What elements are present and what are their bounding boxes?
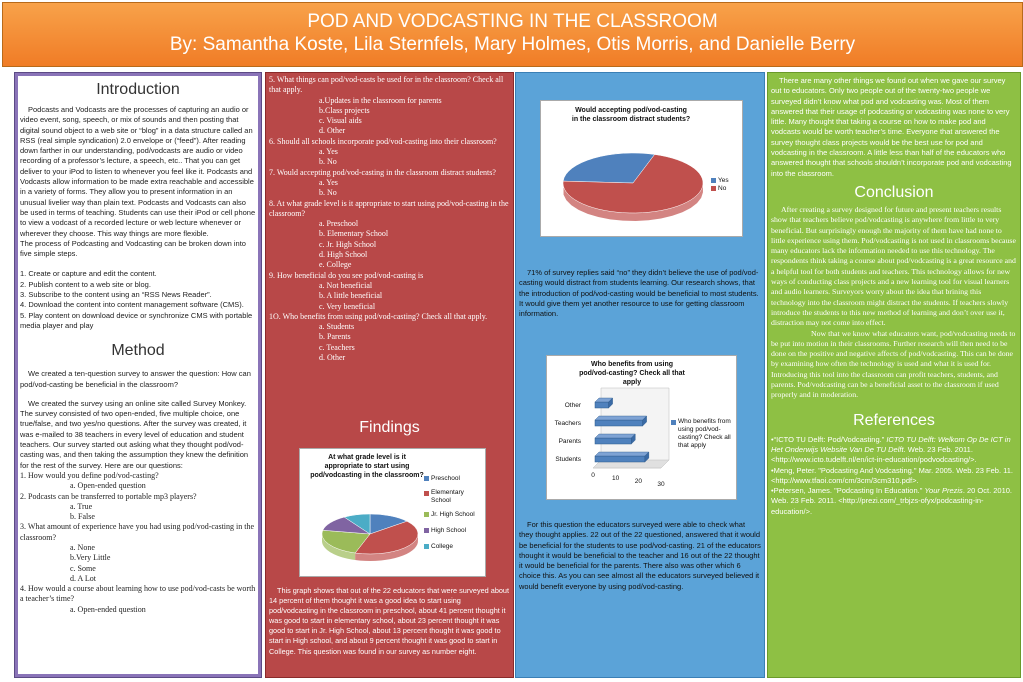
question-6: 6. Should all schools incorporate pod/vod-casting into their classroom?	[269, 136, 497, 146]
bar-other	[595, 402, 609, 408]
legend-item: High School	[424, 527, 484, 535]
answer-option: b.Class projects	[319, 105, 370, 115]
legend-item: Yes	[711, 177, 729, 185]
answer-option: c. Visual aids	[319, 116, 362, 126]
answer-option: a. True	[70, 501, 93, 511]
question-9: 9. How beneficial do you see pod/vod-casting is	[269, 270, 424, 280]
legend-item: No	[711, 185, 729, 193]
question-7: 7. Would accepting pod/vod-casting in the classroom distract students?	[269, 167, 496, 177]
answer-option: a. Open-ended question	[70, 604, 146, 614]
method-heading: Method	[111, 342, 165, 360]
answer-option: c. Some	[70, 563, 96, 573]
answer-option: e. College	[319, 260, 352, 270]
distract-chart-legend	[711, 177, 729, 193]
answer-option: b. No	[319, 188, 337, 198]
answer-option: d. Other	[319, 126, 346, 136]
intro-step: 1. Create or capture and edit the content.	[20, 269, 157, 279]
conclusion-paragraph-1: After creating a survey designed for future and present teachers results show that teachers believe pod/vodcasting is anywhere from little to very beneficial. But surprisingly enough the majority of them have had none to little experience using them. Pod/vodcasting is not used in classrooms because many educators lack the information needed to use this technology. The respondents think taking a course about pod/vodcasting is a great resource and a helpful tool for both students and teachers. This technology allows for new ways of conducting class projects and a new learning tool for visual learners and audio learners. Surveyors worry about the idea that brining this technology into the classroom might distract the students. If teachers slowly introduce the students to this new method of learning and don’t over use it, distraction may not come into effect.	[771, 204, 1016, 328]
answer-option: c. Teachers	[319, 342, 355, 352]
survey-questions-part2	[269, 75, 510, 363]
question-4: 4. How would a course about learning how to use pod/vod-casts be worth a teacher’s time?	[20, 584, 256, 604]
bar-top-teachers	[595, 416, 647, 420]
poster-authors: By: Samantha Koste, Lila Sternfels, Mary Holmes, Otis Morris, and Danielle Berry	[169, 34, 856, 55]
answer-option: c. Jr. High School	[319, 239, 377, 249]
legend-item: Elementary School	[424, 489, 484, 505]
answer-option: a.Updates in the classroom for parents	[319, 95, 442, 105]
question-8: 8. At what grade level is it appropriate to start using pod/vod-casting in the classroom?	[269, 198, 509, 218]
distract-findings-text: 71% of survey replies said “no” they didn’t believe the use of pod/vod-casting would distract from students learning. Our research shows, that the introduction of pod/vod-casting would be beneficial to most students. It would give them yet another resource to use for getting classroom information.	[519, 268, 759, 319]
benefits-findings-text: For this question the educators surveyed were able to check what they thought applies. 22 out of the 22 questioned, answered that it would be beneficial for the students to use pod/vod-casting. 21 of the educators thought it would be beneficial to the teacher and 16 out of the 22 thought it would be beneficial for the parents. There also was other which 6 choice this. As you can see almost all the educators surveyed believed it would benefit everyone by using pod/vod-casting.	[519, 520, 761, 591]
x-tick-label: 10	[612, 475, 620, 482]
distract-chart	[540, 100, 743, 237]
benefits-chart-title: Who benefits from using pod/vod-casting? Check all that apply	[579, 361, 685, 386]
question-3: 3. What amount of experience have you had using pod/vod-casting in the classroom?	[20, 522, 255, 542]
answer-option: a. Yes	[319, 177, 338, 187]
bar-top-students	[595, 452, 649, 456]
intro-steps-list	[20, 269, 256, 331]
column-introduction-method	[14, 72, 262, 678]
survey-questions-part1	[20, 471, 256, 615]
bar-students	[595, 456, 645, 462]
question-5: 5. What things can pod/vod-casts be used for in the classroom? Check all that apply.	[269, 75, 504, 95]
bar-top-parents	[595, 434, 635, 438]
x-tick-label: 20	[634, 478, 642, 485]
column-conclusion-references	[767, 72, 1021, 678]
intro-paragraph: Podcasts and Vodcasts are the processes of capturing an audio or video event, song, speech, or mix of sounds and then posting that digital sound object to a web site or “blog” in a data structure called an RSS (real simple syndication) 2.0 envelope or (“feed”). After reading down farther in our understanding, pod/vodcasts are audio or video recording of a professor’s lecture, a speech, etc.. That you can get deliver to your iPod to listen to whenever you feel like it. Podcasts and Vodcasts allow information to be made extra reachable and accessible in a variety of forms. They allow you to present information in an unusual livelier way than plain text. Podcasts and Vodcasts can also be used in terms of teaching. Students can use their iPod or cell phone to view a vodcast of a recorded lecture or web lecture whenever or wherever they choose. This way things are more flexible.	[20, 105, 256, 238]
category-label: Teachers	[554, 420, 581, 427]
reference-2: •Meng, Peter. "Podcasting And Vodcasting." Mar. 2005. Web. 23 Feb. 11. <http://www.tfaoi.com/cm/3cm/3cm310.pdf>.	[771, 465, 1013, 485]
distract-chart-title: Would accepting pod/vod-casting in the classroom distract students?	[571, 107, 691, 123]
answer-option: d. A Lot	[70, 573, 97, 583]
bar-parents	[595, 438, 631, 444]
answer-option: a. Open-ended question	[70, 481, 146, 491]
answer-option: d. High School	[319, 250, 368, 260]
distract-pie-svg	[541, 101, 744, 238]
answer-option: b. A little beneficial	[319, 291, 383, 301]
grade-level-findings-text: This graph shows that out of the 22 educators that were surveyed about 14 percent of them thought it was a good idea to start using pod/vodcasting in the classroom in preschool, about 41 percent thought it was good to start in elementary school, about 23 percent thought it was good to start in Jr. High School, about 13 percent thought it was good to start in High school, and about 9 percent thought it was good to start in College. This question was found in our survey as number eight.	[269, 586, 510, 656]
category-label: Students	[555, 456, 581, 463]
column-questions-findings	[265, 72, 514, 678]
answer-option: a. None	[70, 542, 95, 552]
answer-option: b.Very Little	[70, 553, 111, 563]
introduction-heading: Introduction	[96, 81, 180, 98]
intro-step: 5. Play content on download device or synchronize CMS with portable media player and play	[20, 310, 253, 330]
intro-steps-lead: The process of Podcasting and Vodcasting can be broken down into five simple steps.	[20, 238, 246, 259]
reference-3: •Petersen, James. "Podcasting In Education." Your Prezis. 20 Oct. 2010. Web. 23 Feb. 2011. <http://prezi.com/_trbjzs-ofyx/podcasting-in-education/>.	[771, 486, 1013, 516]
poster-header	[2, 2, 1023, 67]
findings-heading: Findings	[359, 419, 420, 436]
references-list	[771, 435, 1017, 517]
category-label: Other	[564, 402, 581, 409]
legend-item: Jr. High School	[424, 511, 484, 519]
benefits-chart-legend: Who benefits from using pod/vod-casting? Check all that apply	[671, 418, 735, 450]
column-findings-charts	[515, 72, 765, 678]
intro-step: 4. Download the content into content management software (CMS).	[20, 300, 244, 310]
x-tick-label: 0	[591, 472, 595, 479]
answer-option: b. Parents	[319, 332, 351, 342]
method-paragraph-1: We created a ten-question survey to answer the question: How can pod/vod-casting be beneficial in the classroom?	[20, 369, 251, 389]
answer-option: b. No	[319, 157, 337, 167]
method-paragraph-2: We created the survey using an online site called Survey Monkey. The survey consisted of two open-ended, five multiple choice, one true/false, and two yes/no questions. After the survey was created, it was e-mailed to 38 teachers in every level of education and student teachers. Our survey started out asking what they thought pod/vod-casting was, and then taking the assumption they knew the definition for the rest of the survey. Here are our questions:	[20, 398, 249, 470]
poster-title: POD AND VODCASTING IN THE CLASSROOM	[307, 11, 718, 32]
question-2: 2. Podcasts can be transferred to portable mp3 players?	[20, 491, 197, 501]
legend-item: College	[424, 543, 484, 551]
x-tick-label: 30	[657, 481, 665, 488]
other-findings-text: There are many other things we found out when we gave our survey out to educators. Only two people out of the twenty-two people we surveyed didn’t know what pod and vodcasting was. Most of them answered that their usage of podcasting or vodcasting was none to very little. Many thought that taking a course on how to make pod and vodcasts would be worth teacher’s time. Everyone that answered the survey thought class projects would be the best use for pod and vodcasting in the classroom. A little less than half of the educators who answered thought that schools shouldn’t incorporate pod and vodcasting into the classroom.	[771, 76, 1012, 178]
who-benefits-chart	[546, 355, 737, 500]
category-label: Parents	[558, 438, 581, 445]
legend-item: Preschool	[424, 475, 484, 483]
answer-option: b. Elementary School	[319, 229, 389, 239]
answer-option: b. False	[70, 512, 95, 522]
question-1: 1. How would you define pod/vod-casting?	[20, 470, 159, 480]
bar-teachers	[595, 420, 643, 426]
grade-chart-legend	[424, 475, 484, 551]
answer-option: a. Yes	[319, 147, 338, 157]
answer-option: a. Students	[319, 322, 355, 332]
intro-step: 3. Subscribe to the content using an “RSS News Reader”.	[20, 290, 212, 300]
conclusion-heading: Conclusion	[854, 183, 934, 201]
answer-option: d. Other	[319, 353, 346, 363]
answer-option: c. Very beneficial	[319, 301, 376, 311]
intro-step: 2. Publish content to a web site or blog.	[20, 279, 151, 289]
answer-option: a. Preschool	[319, 219, 359, 229]
grade-chart-title: At what grade level is it appropriate to start using pod/vodcasting in the classroom?	[310, 454, 424, 479]
references-heading: References	[853, 411, 935, 429]
grade-level-chart	[299, 448, 486, 577]
question-10: 1O. Who benefits from using pod/vod-casting? Check all that apply.	[269, 311, 488, 321]
intro-method-panel	[18, 76, 258, 674]
answer-option: a. Not beneficial	[319, 280, 373, 290]
reference-1: •“ICTO TU Delft: Pod/Vodcasting.” ICTO TU Delft: Welkom Op De ICT in Het Onderwijs Website Van De TU Delft. Web. 23 Feb. 2011. <http://www.icto.tudelft.nl/en/ict-in-education/podvodcasting/>.	[771, 434, 1011, 465]
conclusion-paragraph-2: Now that we know what educators want, pod/vodcasting needs to be put into motion in their classrooms. Further research will then need to be done on the positive and negative affects of pod/vodcasting. This can be done by examining how often the technology is used and what it is used for. Introducing this tool into the classroom can profit teachers, students, and parents. Pod/vodcasting can be a beneficial asset to the classroom if used properly and in moderation.	[771, 328, 1016, 400]
